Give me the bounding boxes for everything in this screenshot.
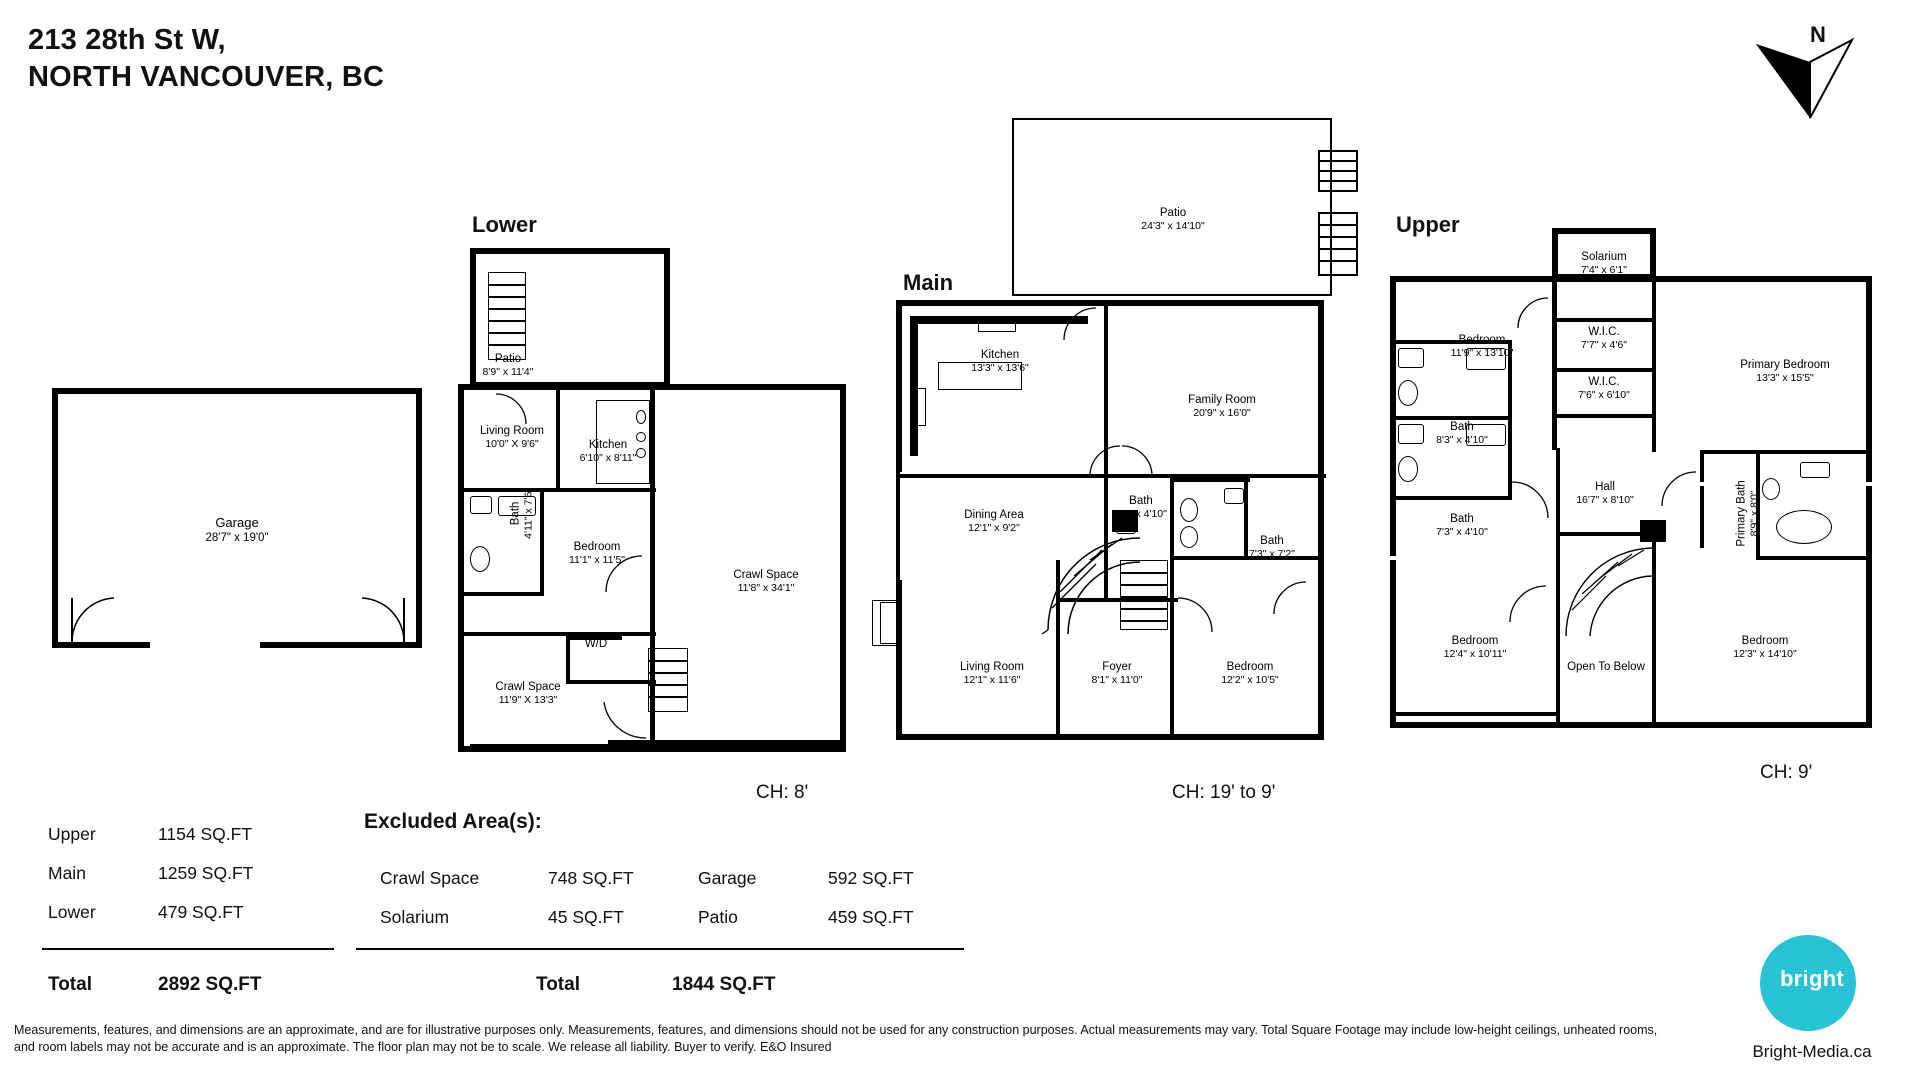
lower-stairs-secondary [648, 648, 688, 712]
upper-wall-wic2-bottom [1556, 414, 1652, 418]
room-label-lower-bath: Bath 4'11" x 7'6" [509, 487, 535, 539]
table-row [48, 902, 338, 923]
upper-wall-wic2-top [1556, 368, 1652, 372]
floor-heading-upper: Upper [1396, 212, 1460, 237]
upper-wall-primary-left [1652, 280, 1656, 452]
area-label-main: Main [48, 863, 86, 883]
excluded-label-patio: Patio [698, 907, 738, 927]
excluded-label-crawl: Crawl Space [380, 868, 480, 888]
upper-gap [1700, 482, 1872, 486]
room-label-garage: Garage 28'7" x 19'0" [205, 515, 269, 544]
garage-wall-line [58, 392, 416, 394]
upper-wall-wic1-bottom [1556, 318, 1652, 322]
area-value-lower: 479 SQ.FT [158, 902, 244, 922]
main-door-family [1088, 444, 1122, 478]
area-table-divider [42, 948, 334, 950]
room-label-lower-crawl-1: Crawl Space 11'8" x 34'1" [733, 569, 799, 595]
main-door-bedroom [1176, 596, 1214, 634]
lower-wall-bath-bottom [462, 592, 542, 596]
room-label-upper-primary-bedroom: Primary Bedroom 13'3" x 15'5" [1740, 359, 1830, 385]
lower-toilet-icon [470, 546, 490, 572]
ceiling-height-lower: CH: 8' [756, 782, 809, 803]
main-cooktop-icon [978, 318, 1016, 332]
north-label: N [1810, 22, 1826, 47]
room-label-lower-bedroom: Bedroom 11'1" x 11'5" [568, 541, 626, 567]
title-line-2: NORTH VANCOUVER, BC [28, 61, 385, 94]
excluded-value-solarium: 45 SQ.FT [548, 907, 624, 927]
room-label-upper-open-to-below: Open To Below [1567, 661, 1645, 673]
main-sink-icon-1 [1224, 488, 1244, 504]
upper-toilet-icon-2 [1398, 456, 1418, 482]
upper-wall-left-bedroom [1552, 280, 1557, 450]
table-row [48, 863, 338, 884]
room-label-lower-crawl-2: Crawl Space 11'9" X 13'3" [495, 681, 561, 707]
excluded-total-value: 1844 SQ.FT [672, 974, 776, 995]
upper-curved-stairs [1560, 540, 1656, 640]
main-kitchen-counter-left [910, 316, 918, 456]
excluded-total-row [536, 974, 956, 996]
room-label-main-bedroom: Bedroom 12'2" x 10'5" [1221, 661, 1279, 687]
lower-door-crawl [602, 700, 648, 740]
room-label-upper-bath-1: Bath 8'3" x 4'10" [1436, 421, 1488, 447]
room-label-main-foyer: Foyer 8'1" x 11'0" [1091, 661, 1143, 687]
table-row [380, 868, 980, 889]
lower-wall-bedroom-bottom [462, 632, 656, 636]
brand-logo-text: bright [1779, 966, 1845, 991]
excluded-label-garage: Garage [698, 868, 757, 888]
area-total-value: 2892 SQ.FT [158, 974, 262, 995]
floor-heading-main: Main [903, 270, 954, 295]
excluded-table [380, 868, 980, 928]
main-bay-opening [900, 472, 904, 580]
page-title [28, 22, 384, 96]
area-value-main: 1259 SQ.FT [158, 863, 254, 883]
upper-toilet-icon-1 [1398, 380, 1418, 406]
room-label-main-dining: Dining Area 12'1" x 9'2" [964, 509, 1024, 535]
room-label-lower-wd: W/D [584, 638, 608, 650]
room-label-upper-bedroom-2: Bedroom 12'4" x 10'11" [1443, 635, 1507, 661]
room-label-upper-solarium: Solarium 7'4" x 6'1" [1581, 251, 1627, 277]
room-label-upper-wic-2: W.I.C. 7'6" x 6'10" [1578, 376, 1630, 402]
excluded-value-garage: 592 SQ.FT [828, 868, 914, 888]
area-total-row [48, 974, 338, 996]
upper-wall-bedroom4-top [1756, 556, 1872, 560]
room-label-upper-wic-1: W.I.C. 7'7" x 4'6" [1581, 326, 1627, 352]
upper-primary-toilet-icon [1762, 478, 1780, 500]
upper-wall-bedroom3-bottom [1390, 712, 1556, 716]
upper-stair-landing [1640, 520, 1666, 542]
area-total-label: Total [48, 974, 92, 995]
excluded-total-label: Total [536, 974, 580, 995]
title-line-1: 213 28th St W, [28, 24, 226, 56]
garage-door-swing-right [360, 592, 406, 644]
room-label-upper-bedroom-1: Bedroom 11'9" x 13'10" [1450, 334, 1514, 360]
main-tub-icon [1180, 526, 1198, 548]
room-label-main-bath-1: Bath 4'6" x 4'10" [1115, 495, 1167, 521]
excluded-value-patio: 459 SQ.FT [828, 907, 914, 927]
upper-door-primary [1660, 470, 1698, 508]
ceiling-height-upper: CH: 9' [1760, 762, 1813, 783]
room-label-upper-primary-bath: Primary Bath 8'9" x 8'0" [1735, 480, 1761, 547]
lower-door-patio [494, 392, 528, 426]
brand-caption: Bright-Media.ca [1752, 1042, 1872, 1061]
main-door-family-2 [1120, 444, 1154, 478]
lower-bottom-wall [608, 740, 846, 752]
garage-door-opening [60, 394, 414, 399]
upper-wall-primary-bottom [1700, 450, 1872, 454]
table-row [48, 824, 338, 845]
room-label-upper-bedroom-3: Bedroom 12'3" x 14'10" [1733, 635, 1797, 661]
main-sink-icon [912, 388, 926, 426]
main-door-kitchen [1062, 306, 1098, 342]
lower-wall-below-kitchen [462, 488, 656, 492]
upper-primary-sink-icon [1800, 462, 1830, 478]
area-summary-table [48, 824, 338, 923]
room-label-main-family: Family Room 20'9" x 16'0" [1188, 394, 1256, 420]
garage-entry-opening [150, 640, 260, 648]
room-label-lower-patio: Patio 8'9" x 11'4" [482, 353, 534, 379]
lower-sink-icon [470, 496, 492, 514]
main-door-bedroom-2 [1272, 580, 1308, 616]
room-label-lower-kitchen: Kitchen 6'10" x 8'11" [579, 439, 637, 465]
room-label-main-patio: Patio 24'3" x 14'10" [1141, 207, 1205, 233]
main-patio-stairs-lower [1318, 212, 1358, 276]
main-bay-window-inner [880, 602, 902, 644]
excluded-label-solarium: Solarium [380, 907, 450, 927]
area-label-lower: Lower [48, 902, 96, 922]
upper-bedroom3-opening [1390, 556, 1556, 560]
upper-door-hall-bath [1510, 480, 1550, 520]
room-label-upper-hall: Hall 16'7" x 8'10" [1576, 481, 1634, 507]
upper-wall-bath-bottom [1390, 496, 1512, 500]
room-label-main-kitchen: Kitchen 13'3" x 13'6" [971, 349, 1029, 375]
excluded-value-crawl: 748 SQ.FT [548, 868, 634, 888]
room-label-upper-bath-2: Bath 7'3" x 4'10" [1436, 513, 1488, 539]
room-label-main-living: Living Room 12'1" x 11'6" [960, 661, 1024, 687]
garage-door-swing-left [70, 592, 116, 644]
excluded-heading: Excluded Area(s): [364, 810, 542, 833]
table-row [380, 907, 980, 928]
ceiling-height-main: CH: 19' to 9' [1172, 782, 1276, 803]
upper-door-wic [1516, 296, 1550, 330]
area-value-upper: 1154 SQ.FT [158, 824, 253, 844]
lower-kitchen-sink [636, 410, 646, 424]
main-wall-bath-top [1170, 478, 1250, 482]
upper-sink-icon-1 [1398, 348, 1424, 368]
area-label-upper: Upper [48, 824, 96, 844]
upper-wall-primarybath-left [1700, 450, 1704, 548]
excluded-table-divider [356, 948, 964, 950]
room-label-main-bath-2: Bath 7'3" x 7'2" [1249, 535, 1295, 561]
lower-lower-wall [470, 744, 612, 750]
room-label-lower-living: Living Room 10'0" X 9'6" [480, 425, 544, 451]
compass-shape [1748, 22, 1868, 132]
upper-door-bedroom3 [1508, 584, 1548, 624]
upper-primary-tub-icon [1776, 510, 1832, 544]
floor-heading-lower: Lower [472, 212, 537, 237]
north-arrow-icon [1748, 22, 1868, 132]
disclaimer-text: Measurements, features, and dimensions are an approximate, and are for illustrative purposes only. Measurements, features, and dimensions should not be used for any construction purposes. Actual measurements may vary. Total Square Footage may include low-height ceilings, unheated rooms, and room labels may not be accurate and is an approximate. The floor plan may not be to scale. We release all liability. Buyer to verify. E&O Insured [14, 1023, 1658, 1054]
